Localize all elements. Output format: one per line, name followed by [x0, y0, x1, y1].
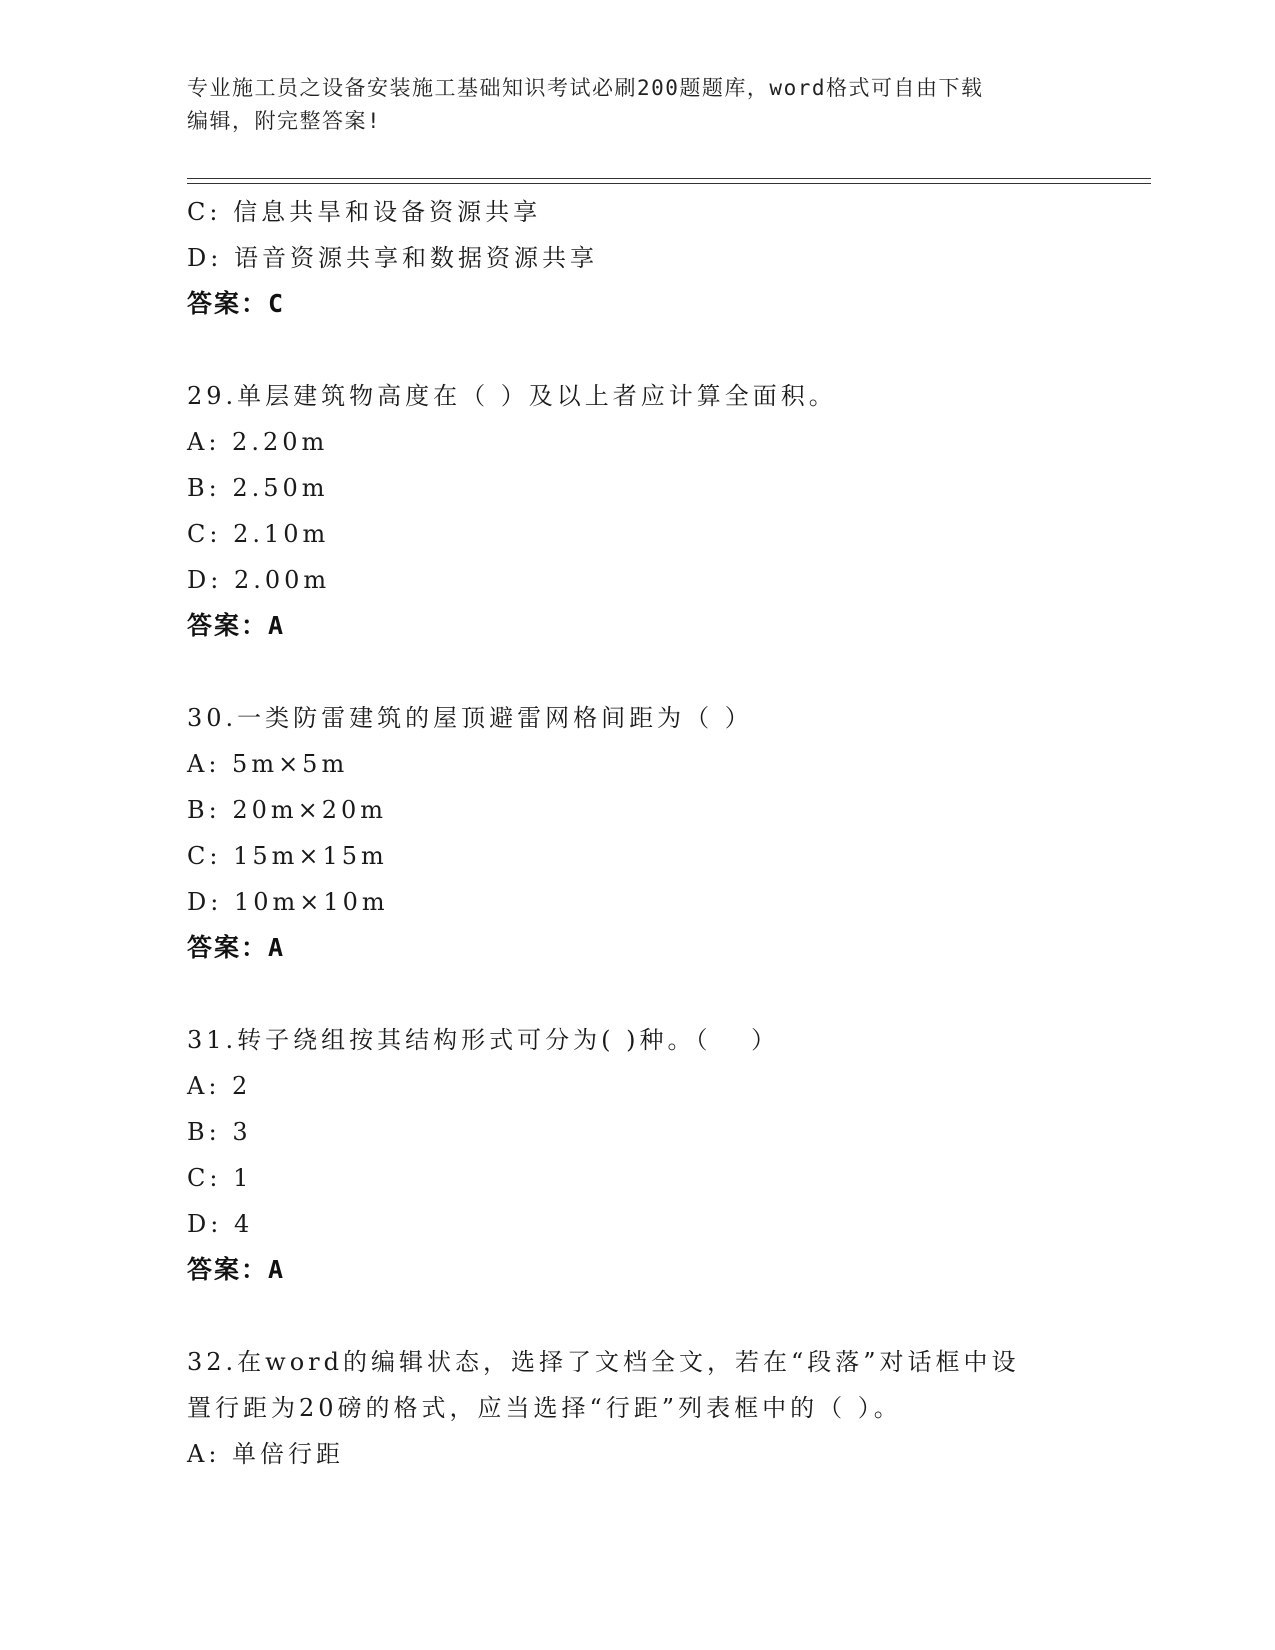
question-text: 31.转子绕组按其结构形式可分为( )种。（ ） — [187, 1026, 780, 1054]
document-body — [187, 189, 1087, 1477]
option-b: B: 20m×20m — [187, 796, 388, 824]
question-text: 29.单层建筑物高度在（ ）及以上者应计算全面积。 — [187, 382, 837, 410]
option-a: A: 2 — [187, 1072, 252, 1100]
option-a: A: 单倍行距 — [187, 1440, 345, 1468]
answer-line: 答案：C — [187, 289, 286, 318]
answer-line: 答案：A — [187, 611, 286, 640]
option-b: B: 2.50m — [187, 474, 329, 502]
answer-line: 答案：A — [187, 1255, 286, 1284]
answer-line: 答案：A — [187, 933, 286, 962]
option-d: D: 语音资源共享和数据资源共享 — [187, 244, 598, 272]
option-a: A: 5m×5m — [187, 750, 349, 778]
spacer — [187, 649, 1087, 695]
question-block-32 — [187, 1339, 1087, 1477]
header-title-line-1: 专业施工员之设备安装施工基础知识考试必刷200题题库，word格式可自由下载 — [187, 76, 984, 100]
question-text: 30.一类防雷建筑的屋顶避雷网格间距为（ ） — [187, 704, 753, 732]
option-b: B: 3 — [187, 1118, 252, 1146]
question-block-29 — [187, 373, 1087, 649]
option-d: D: 10m×10m — [187, 888, 389, 916]
option-c: C: 1 — [187, 1164, 253, 1192]
option-a: A: 2.20m — [187, 428, 329, 456]
spacer — [187, 327, 1087, 373]
document-header — [187, 72, 1067, 138]
spacer — [187, 971, 1087, 1017]
question-text-line-1: 32.在word的编辑状态，选择了文档全文，若在“段落”对话框中设 — [187, 1348, 1020, 1376]
question-block-30 — [187, 695, 1087, 971]
option-d: D: 4 — [187, 1210, 254, 1238]
option-c: C: 2.10m — [187, 520, 330, 548]
option-c: C: 信息共旱和设备资源共享 — [187, 198, 542, 226]
question-block-31 — [187, 1017, 1087, 1293]
header-title-line-2: 编辑，附完整答案! — [187, 109, 382, 133]
option-c: C: 15m×15m — [187, 842, 388, 870]
option-d: D: 2.00m — [187, 566, 331, 594]
header-divider-top — [187, 178, 1151, 179]
spacer — [187, 1293, 1087, 1339]
question-block-28 — [187, 189, 1087, 327]
question-text-line-2: 置行距为20磅的格式，应当选择“行距”列表框中的（ ）。 — [187, 1394, 902, 1422]
header-divider-bottom — [187, 183, 1151, 184]
